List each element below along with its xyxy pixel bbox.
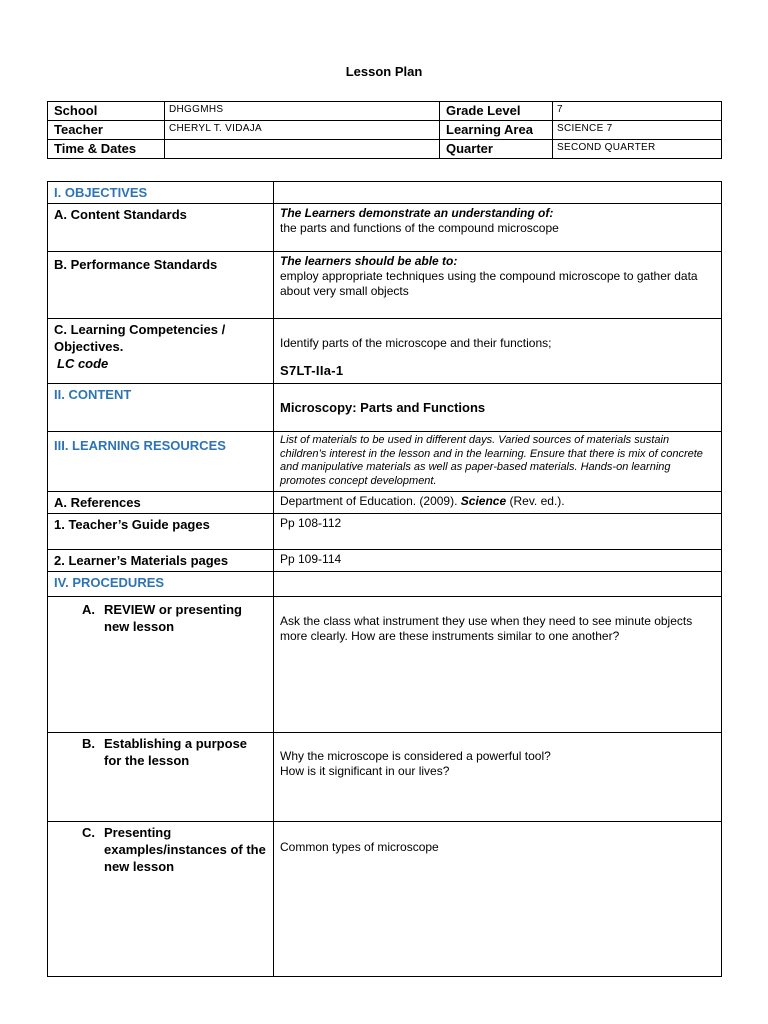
resources-heading: III. LEARNING RESOURCES [48, 432, 274, 492]
teachers-guide-value: Pp 108-112 [274, 514, 722, 550]
learning-area-value: SCIENCE 7 [553, 121, 722, 140]
procedure-b-text-1: Why the microscope is considered a powerful tool? [280, 749, 551, 763]
performance-standards-text: employ appropriate techniques using the compound microscope to gather data about very small objects [280, 269, 698, 298]
content-heading: II. CONTENT [48, 384, 274, 432]
quarter-value: SECOND QUARTER [553, 140, 722, 159]
learners-materials-row [48, 550, 722, 572]
lc-code-label: LC code [57, 356, 109, 371]
objectives-label: Objectives. [54, 339, 124, 354]
performance-standards-label: B. Performance Standards [48, 252, 274, 319]
grade-level-label: Grade Level [440, 102, 553, 121]
competencies-label: C. Learning Competencies / [54, 322, 226, 337]
header-table [47, 101, 722, 159]
performance-standards-row [48, 252, 722, 319]
references-row [48, 492, 722, 514]
procedure-a-label: REVIEW or presenting new lesson [104, 602, 242, 634]
time-dates-label: Time & Dates [48, 140, 165, 159]
procedure-a-letter: A. [82, 602, 95, 617]
teacher-value: CHERYL T. VIDAJA [165, 121, 440, 140]
competencies-row [48, 319, 722, 384]
content-standards-text: the parts and functions of the compound microscope [280, 221, 559, 235]
lesson-table [47, 181, 722, 977]
time-dates-value [165, 140, 440, 159]
content-standards-lead: The Learners demonstrate an understanding of: [280, 206, 554, 220]
school-value: DHGGMHS [165, 102, 440, 121]
teacher-label: Teacher [48, 121, 165, 140]
content-row [48, 384, 722, 432]
content-text: Microscopy: Parts and Functions [280, 400, 486, 415]
procedure-b-letter: B. [82, 736, 95, 751]
procedure-c-text: Common types of microscope [280, 840, 439, 854]
learning-area-label: Learning Area [440, 121, 553, 140]
grade-level-value: 7 [553, 102, 722, 121]
page-title: Lesson Plan [345, 64, 423, 79]
procedure-c-letter: C. [82, 825, 95, 840]
resources-text: List of materials to be used in different days. Varied sources of materials sustain children’s interest in the lesson and in the learning. Ensure that there is mix of concrete and manipulative materials as well as paper-based materials. Hands-on learning promotes concept development. [280, 434, 703, 487]
procedure-b-row [48, 733, 722, 822]
header-row-teacher [48, 121, 722, 140]
content-standards-label: A. Content Standards [48, 204, 274, 252]
school-label: School [48, 102, 165, 121]
header-row-time [48, 140, 722, 159]
quarter-label: Quarter [440, 140, 553, 159]
content-standards-row [48, 204, 722, 252]
procedures-heading: IV. PROCEDURES [48, 572, 274, 597]
performance-standards-lead: The learners should be able to: [280, 254, 458, 268]
procedure-a-row [48, 597, 722, 733]
teachers-guide-label: 1. Teacher’s Guide pages [48, 514, 274, 550]
references-citation: Department of Education. (2009). Science (Rev. ed.). [274, 492, 722, 514]
procedure-a-text: Ask the class what instrument they use when they need to see minute objects more clearly. How are these instruments similar to one another? [280, 614, 693, 643]
learners-materials-value: Pp 109-114 [274, 550, 722, 572]
resources-row [48, 432, 722, 492]
objectives-heading: I. OBJECTIVES [48, 182, 274, 204]
procedure-b-label: Establishing a purpose for the lesson [104, 736, 248, 768]
procedure-c-row [48, 822, 722, 977]
teachers-guide-row [48, 514, 722, 550]
references-label: A. References [48, 492, 274, 514]
procedures-row [48, 572, 722, 597]
objectives-row [48, 182, 722, 204]
references-book-title: Science [460, 494, 507, 508]
lc-code-value: S7LT-IIa-1 [280, 363, 344, 378]
procedure-c-label: Presenting examples/instances of the new lesson [104, 825, 266, 874]
competencies-text: Identify parts of the microscope and their functions; [280, 336, 552, 350]
header-row-school [48, 102, 722, 121]
procedure-b-text-2: How is it significant in our lives? [280, 764, 450, 778]
learners-materials-label: 2. Learner’s Materials pages [48, 550, 274, 572]
